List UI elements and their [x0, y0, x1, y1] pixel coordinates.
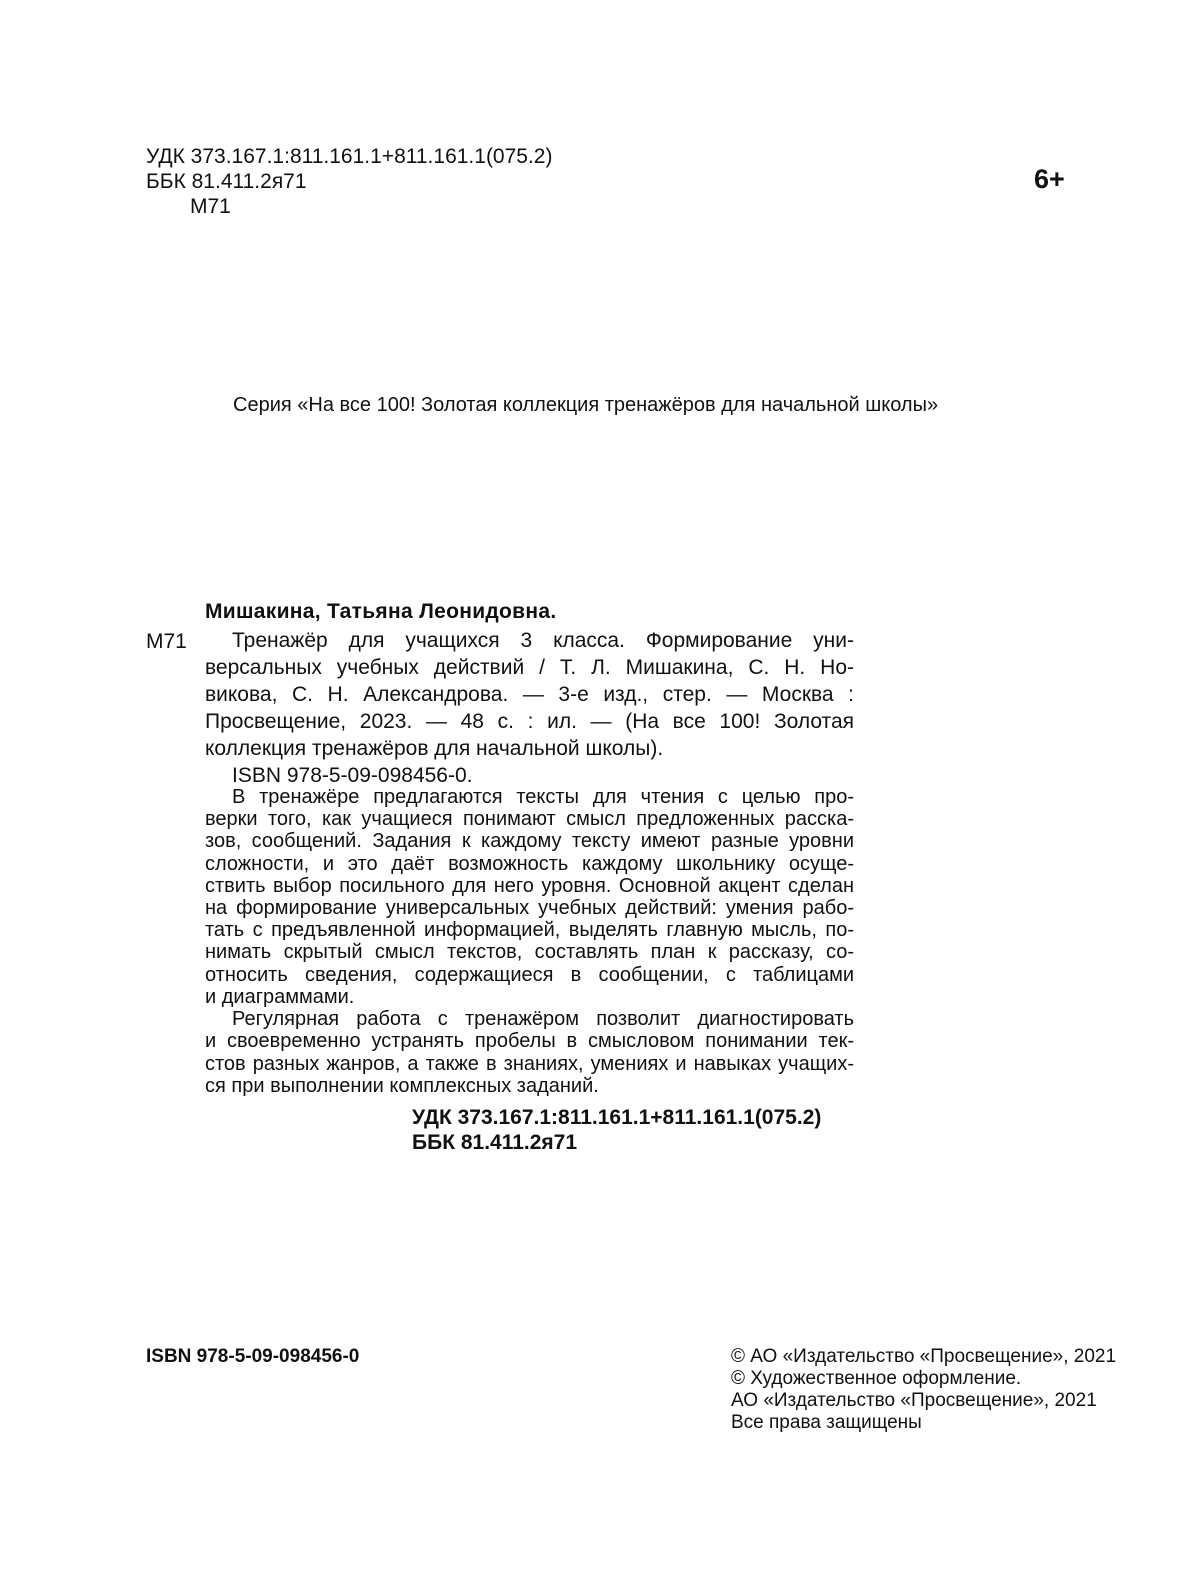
annotation-line: стов разных жанров, а также в знаниях, умениях и навыках учащих-: [205, 1053, 854, 1075]
header-author-mark: М71: [190, 195, 231, 218]
annotation-line: верки того, как учащиеся понимают смысл предложенных расска-: [205, 808, 854, 830]
biblio-line: коллекция тренажёров для начальной школы).: [205, 737, 664, 760]
entry-isbn: ISBN 978-5-09-098456-0.: [232, 764, 473, 787]
entry-author: Мишакина, Татьяна Леонидовна.: [205, 600, 557, 623]
annotation-line: ся при выполнении комплексных заданий.: [205, 1075, 599, 1097]
entry-udk: УДК 373.167.1:811.161.1+811.161.1(075.2): [412, 1106, 822, 1129]
copyright-line: © АО «Издательство «Просвещение», 2021: [731, 1346, 1117, 1367]
annotation-line: относить сведения, содержащиеся в сообщении, с таблицами: [205, 964, 854, 986]
copyright-line: © Художественное оформление.: [731, 1368, 1022, 1389]
annotation-line: тать с предъявленной информацией, выделять главную мысль, по-: [205, 919, 854, 941]
copyright-line: Все права защищены: [731, 1412, 922, 1433]
annotation-line: В тренажёре предлагаются тексты для чтения с целью про-: [232, 786, 854, 808]
age-rating: 6+: [1034, 164, 1065, 194]
biblio-line: версальных учебных действий / Т. Л. Мишакина, С. Н. Но-: [205, 656, 854, 679]
annotation-line: сложности, и это даёт возможность каждому школьнику осуще-: [205, 853, 854, 875]
series-title: Серия «На все 100! Золотая коллекция тренажёров для начальной школы»: [233, 394, 939, 416]
biblio-line: Тренажёр для учащихся 3 класса. Формирование уни-: [232, 629, 854, 652]
annotation-line: нимать скрытый смысл текстов, составлять план к рассказу, со-: [205, 941, 854, 963]
header-udk: УДК 373.167.1:811.161.1+811.161.1(075.2): [146, 145, 553, 168]
copyright-line: АО «Издательство «Просвещение», 2021: [731, 1390, 1097, 1411]
entry-bbk: ББК 81.411.2я71: [412, 1131, 578, 1154]
biblio-line: викова, С. Н. Александрова. — 3-е изд., стер. — Москва :: [205, 683, 854, 706]
annotation-line: и диаграммами.: [205, 986, 355, 1008]
footer-isbn: ISBN 978-5-09-098456-0: [146, 1346, 360, 1367]
annotation-line: на формирование универсальных учебных действий: умения рабо-: [205, 897, 854, 919]
biblio-line: Просвещение, 2023. — 48 с. : ил. — (На все 100! Золотая: [205, 710, 854, 733]
annotation-line: зов, сообщений. Задания к каждому тексту имеют разные уровни: [205, 830, 854, 852]
annotation-line: и своевременно устранять пробелы в смысловом понимании тек-: [205, 1030, 854, 1052]
annotation-line: ствить выбор посильного для него уровня. Основной акцент сделан: [205, 875, 854, 897]
entry-author-mark: М71: [146, 630, 187, 653]
annotation-line: Регулярная работа с тренажёром позволит диагностировать: [232, 1008, 854, 1030]
header-bbk: ББК 81.411.2я71: [146, 170, 307, 193]
